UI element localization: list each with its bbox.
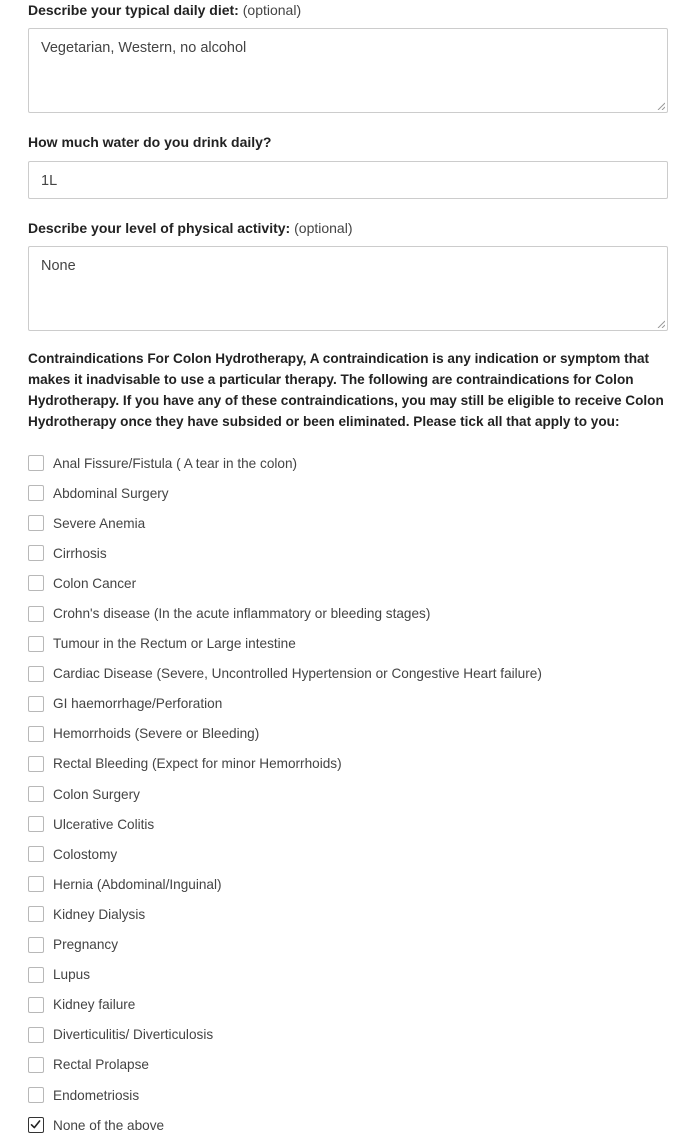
checkbox[interactable] — [28, 606, 44, 622]
contraindication-option[interactable] — [28, 899, 542, 929]
water-value: 1L — [41, 173, 58, 189]
contraindication-option-label: Rectal Bleeding (Expect for minor Hemorrhoids) — [53, 756, 342, 772]
diet-optional-text: (optional) — [242, 2, 302, 18]
diet-label — [28, 0, 301, 20]
contraindication-option[interactable] — [28, 568, 542, 598]
contraindication-option[interactable] — [28, 659, 542, 689]
contraindication-option-label: Colostomy — [53, 846, 118, 862]
checkbox[interactable] — [28, 515, 44, 531]
contraindication-option-label: Rectal Prolapse — [53, 1057, 149, 1073]
diet-textarea[interactable] — [28, 28, 668, 113]
checkbox-checked[interactable] — [28, 1117, 44, 1133]
contraindication-option-label: Hemorrhoids (Severe or Bleeding) — [53, 726, 260, 742]
contraindication-option-label: Ulcerative Colitis — [53, 816, 155, 832]
contraindication-option[interactable] — [28, 779, 542, 809]
checkbox[interactable] — [28, 786, 44, 802]
checkbox[interactable] — [28, 666, 44, 682]
contraindication-option[interactable] — [28, 1050, 542, 1080]
contraindication-option-label: Colon Surgery — [53, 786, 140, 802]
contraindication-option[interactable] — [28, 538, 542, 568]
water-label-text: How much water do you drink daily? — [28, 134, 272, 150]
contraindication-option[interactable] — [28, 448, 542, 478]
contraindication-option-label: Crohn's disease (In the acute inflammatory or bleeding stages) — [53, 606, 431, 622]
contraindication-option[interactable] — [28, 1020, 542, 1050]
contraindications-description: Contraindications For Colon Hydrotherapy, A contraindication is any indication or symptom that makes it inadvisable to use a particular therapy. The following are contraindications for Colon Hydrotherapy. If you have any of these contraindications, you may still be eligible to receive Colon Hydrotherapy once they have subsided or been eliminated. Please tick all that apply to you: — [28, 351, 664, 429]
checkbox[interactable] — [28, 1057, 44, 1073]
checkbox[interactable] — [28, 997, 44, 1013]
contraindications-checkbox-list — [28, 448, 542, 1140]
activity-label — [28, 218, 353, 238]
resize-grip-icon[interactable] — [657, 102, 665, 110]
checkbox[interactable] — [28, 1087, 44, 1103]
checkbox[interactable] — [28, 816, 44, 832]
checkbox[interactable] — [28, 455, 44, 471]
activity-label-text: Describe your level of physical activity: — [28, 220, 291, 236]
contraindication-option[interactable] — [28, 930, 542, 960]
contraindication-option[interactable] — [28, 478, 542, 508]
checkbox[interactable] — [28, 756, 44, 772]
contraindication-option-label: Endometriosis — [53, 1087, 140, 1103]
contraindication-option-label: Tumour in the Rectum or Large intestine — [53, 636, 296, 652]
contraindication-option[interactable] — [28, 749, 542, 779]
checkbox[interactable] — [28, 545, 44, 561]
checkbox[interactable] — [28, 937, 44, 953]
contraindication-option[interactable] — [28, 1080, 542, 1110]
contraindication-option[interactable] — [28, 960, 542, 990]
contraindication-option-label: Cirrhosis — [53, 545, 107, 561]
activity-value: None — [41, 258, 76, 274]
water-label — [28, 132, 271, 152]
contraindication-option-label: Lupus — [53, 967, 91, 983]
contraindication-option[interactable] — [28, 809, 542, 839]
contraindication-option[interactable] — [28, 689, 542, 719]
contraindication-option[interactable] — [28, 719, 542, 749]
checkbox[interactable] — [28, 846, 44, 862]
contraindication-option[interactable] — [28, 1110, 542, 1140]
contraindication-option[interactable] — [28, 598, 542, 628]
contraindication-option-label: Kidney Dialysis — [53, 906, 146, 922]
contraindication-option-label: Severe Anemia — [53, 515, 146, 531]
checkbox[interactable] — [28, 636, 44, 652]
contraindication-option-label: Kidney failure — [53, 997, 136, 1013]
contraindication-option-label: Diverticulitis/ Diverticulosis — [53, 1027, 214, 1043]
activity-optional-text: (optional) — [294, 220, 353, 236]
water-input[interactable] — [28, 161, 668, 199]
diet-value: Vegetarian, Western, no alcohol — [41, 40, 247, 56]
contraindication-option-label: Abdominal Surgery — [53, 485, 169, 501]
checkbox[interactable] — [28, 485, 44, 501]
checkbox[interactable] — [28, 876, 44, 892]
checkbox[interactable] — [28, 1027, 44, 1043]
contraindication-option[interactable] — [28, 508, 542, 538]
checkbox[interactable] — [28, 906, 44, 922]
contraindication-option-label: Anal Fissure/Fistula ( A tear in the colon) — [53, 455, 298, 471]
contraindication-option-label: Colon Cancer — [53, 575, 137, 591]
contraindication-option[interactable] — [28, 869, 542, 899]
contraindication-option[interactable] — [28, 839, 542, 869]
diet-label-text: Describe your typical daily diet: — [28, 2, 239, 18]
contraindication-option[interactable] — [28, 629, 542, 659]
contraindication-option-label: None of the above — [53, 1117, 165, 1133]
contraindication-option-label: Cardiac Disease (Severe, Uncontrolled Hypertension or Congestive Heart failure) — [53, 666, 542, 682]
checkbox[interactable] — [28, 575, 44, 591]
checkbox[interactable] — [28, 696, 44, 712]
contraindication-option-label: GI haemorrhage/Perforation — [53, 696, 223, 712]
contraindication-option[interactable] — [28, 990, 542, 1020]
contraindication-option-label: Hernia (Abdominal/Inguinal) — [53, 876, 222, 892]
activity-textarea[interactable] — [28, 246, 668, 331]
resize-grip-icon[interactable] — [657, 320, 665, 328]
checkmark-icon — [30, 1119, 41, 1130]
contraindication-option-label: Pregnancy — [53, 937, 118, 953]
checkbox[interactable] — [28, 967, 44, 983]
checkbox[interactable] — [28, 726, 44, 742]
